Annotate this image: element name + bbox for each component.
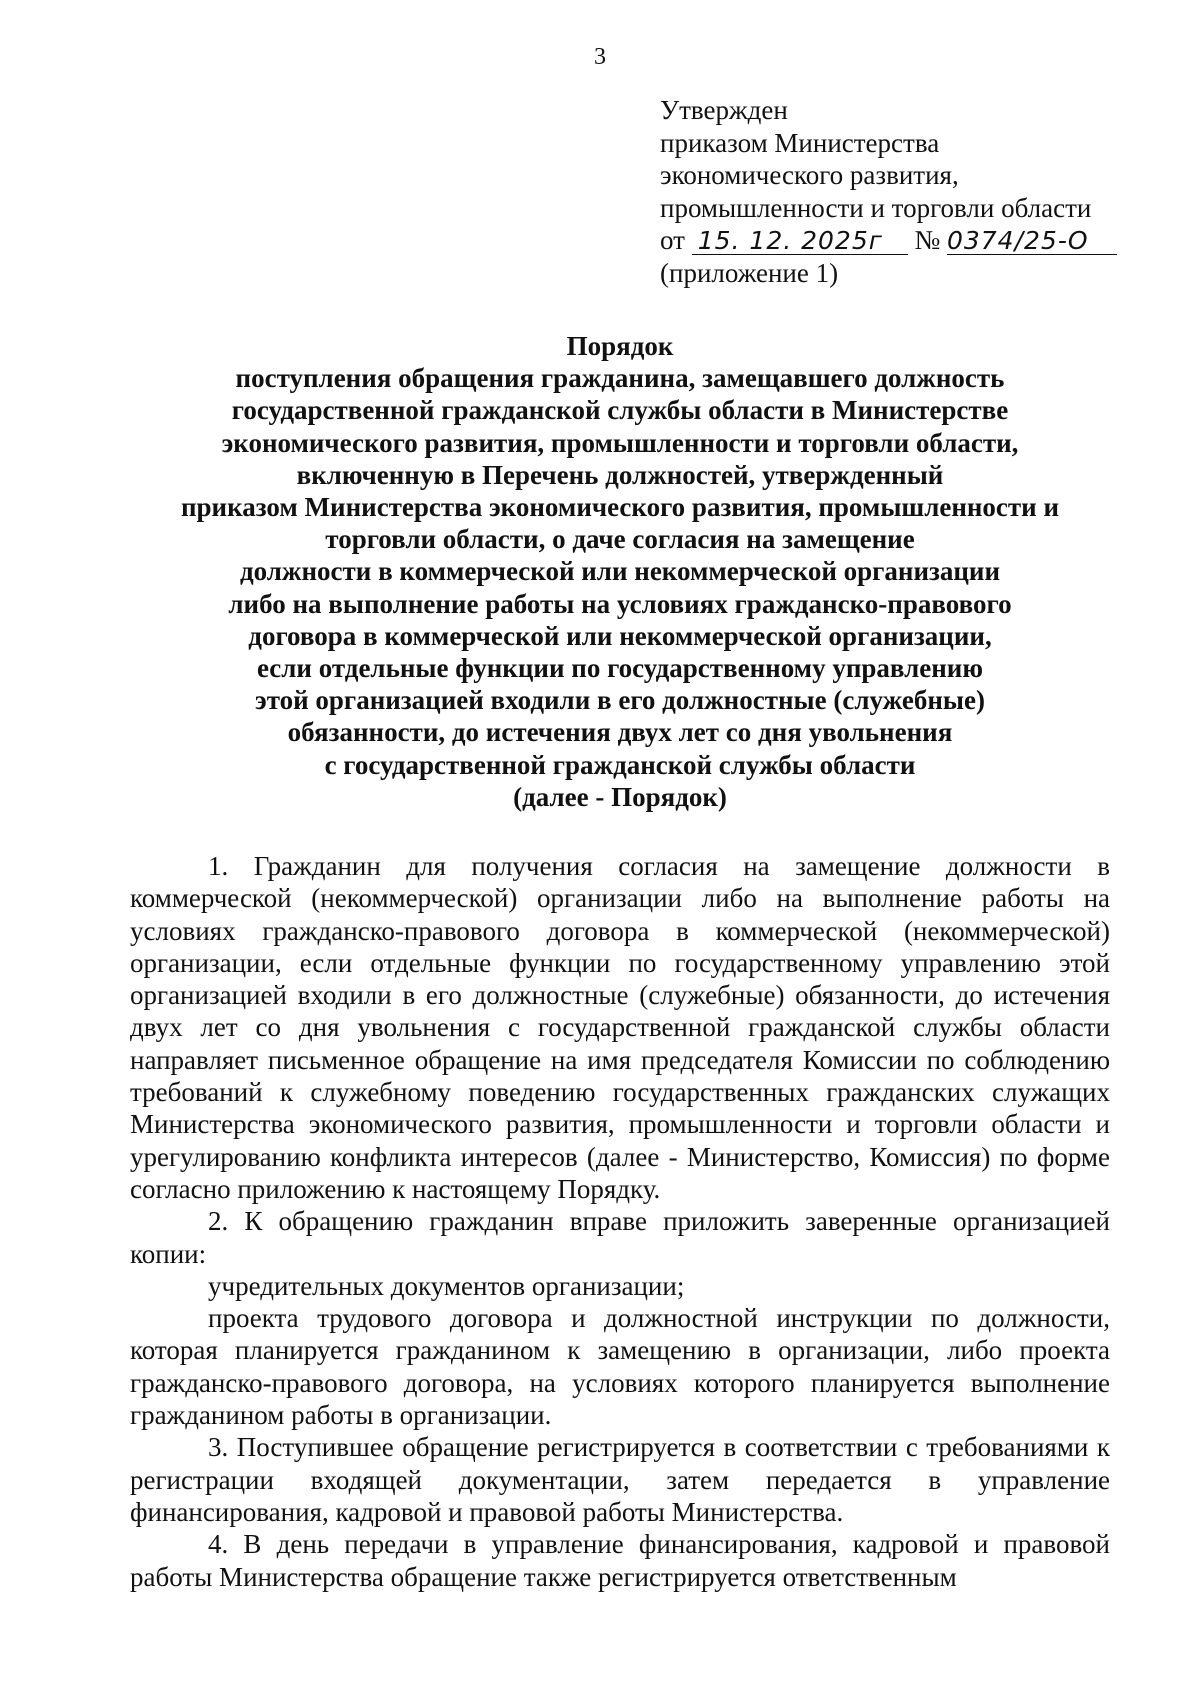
date-prefix: от: [660, 225, 685, 255]
approval-line-approved: Утвержден: [660, 95, 788, 125]
handwritten-date: 15. 12. 2025г: [692, 228, 908, 255]
paragraph-2-item-founding-docs: учредительных документов организации;: [208, 1270, 685, 1301]
paragraph-2-item-contract-draft: проекта трудового договора и должностной инструкции по должности, которая планируется гражданином к замещению в организации, либо проекта гражданско-правового договора, на условиях которого планируется выполнение гражданином работы в организации.: [130, 1303, 1110, 1431]
title-line: либо на выполнение работы на условиях гражданско-правового: [228, 588, 1012, 619]
title-line: торговли области, о даче согласия на замещение: [325, 524, 915, 555]
title-line: если отдельные функции по государственному управлению: [256, 653, 983, 684]
title-line: приказом Министерства экономического развития, промышленности и: [180, 492, 1060, 523]
paragraph-3: 3. Поступившее обращение регистрируется в соответствии с требованиями к регистрации входящей документации, затем передается в управление финансирования, кадровой и правовой работы Министерства.: [130, 1432, 1110, 1527]
paragraph-1: 1. Гражданин для получения согласия на замещение должности в коммерческой (некоммерческой) организации либо на выполнение работы на условиях гражданско-правового договора в коммерческой (некоммерческой) организации, если отдельные функции по государственному управлению этой организацией входили в его должностные (служебные) обязанности, до истечения двух лет со дня увольнения с государственной гражданской службы области направляет письменное обращение на имя председателя Комиссии по соблюдению требований к служебному поведению государственных гражданских служащих Министерства экономического развития, промышленности и торговли области и урегулированию конфликта интересов (далее - Министерство, Комиссия) по форме согласно приложению к настоящему Порядку.: [130, 851, 1110, 1204]
title-line: договора в коммерческой или некоммерческой организации,: [248, 620, 992, 651]
paragraph-4: 4. В день передачи в управление финансирования, кадровой и правовой работы Министерства обращение также регистрируется ответственным: [130, 1529, 1110, 1592]
paragraph-2: 2. К обращению гражданин вправе приложить заверенные организацией копии:: [130, 1206, 1110, 1269]
approval-line-order: приказом Министерства: [660, 127, 940, 158]
approval-annex: (приложение 1): [660, 257, 839, 288]
approval-line-industry: промышленности и торговли области: [660, 192, 1092, 223]
title-heading: Порядок: [566, 331, 674, 361]
approval-stamp-block: [660, 94, 1180, 289]
title-line: обязанности, до истечения двух лет со дня увольнения: [287, 717, 953, 748]
handwritten-order-number: 0374/25-О: [947, 228, 1117, 255]
approval-date-number-line: [660, 224, 1180, 257]
page-number: 3: [594, 44, 606, 70]
document-title: [120, 330, 1120, 813]
title-line: экономического развития, промышленности и торговли области,: [221, 427, 1019, 458]
title-line: этой организацией входили в его должностные (служебные): [255, 685, 985, 716]
title-line: государственной гражданской службы области в Министерстве: [231, 395, 1009, 426]
title-line: должности в коммерческой или некоммерческой организации: [239, 556, 1001, 587]
approval-line-ministry: экономического развития,: [660, 160, 959, 190]
document-body: [130, 850, 1110, 1593]
number-prefix: №: [914, 225, 941, 255]
title-line: поступления обращения гражданина, замещавшего должность: [235, 363, 1005, 394]
title-line: с государственной гражданской службы области: [324, 749, 916, 780]
title-line: (далее - Порядок): [513, 781, 727, 812]
title-line: включенную в Перечень должностей, утвержденный: [296, 459, 944, 490]
